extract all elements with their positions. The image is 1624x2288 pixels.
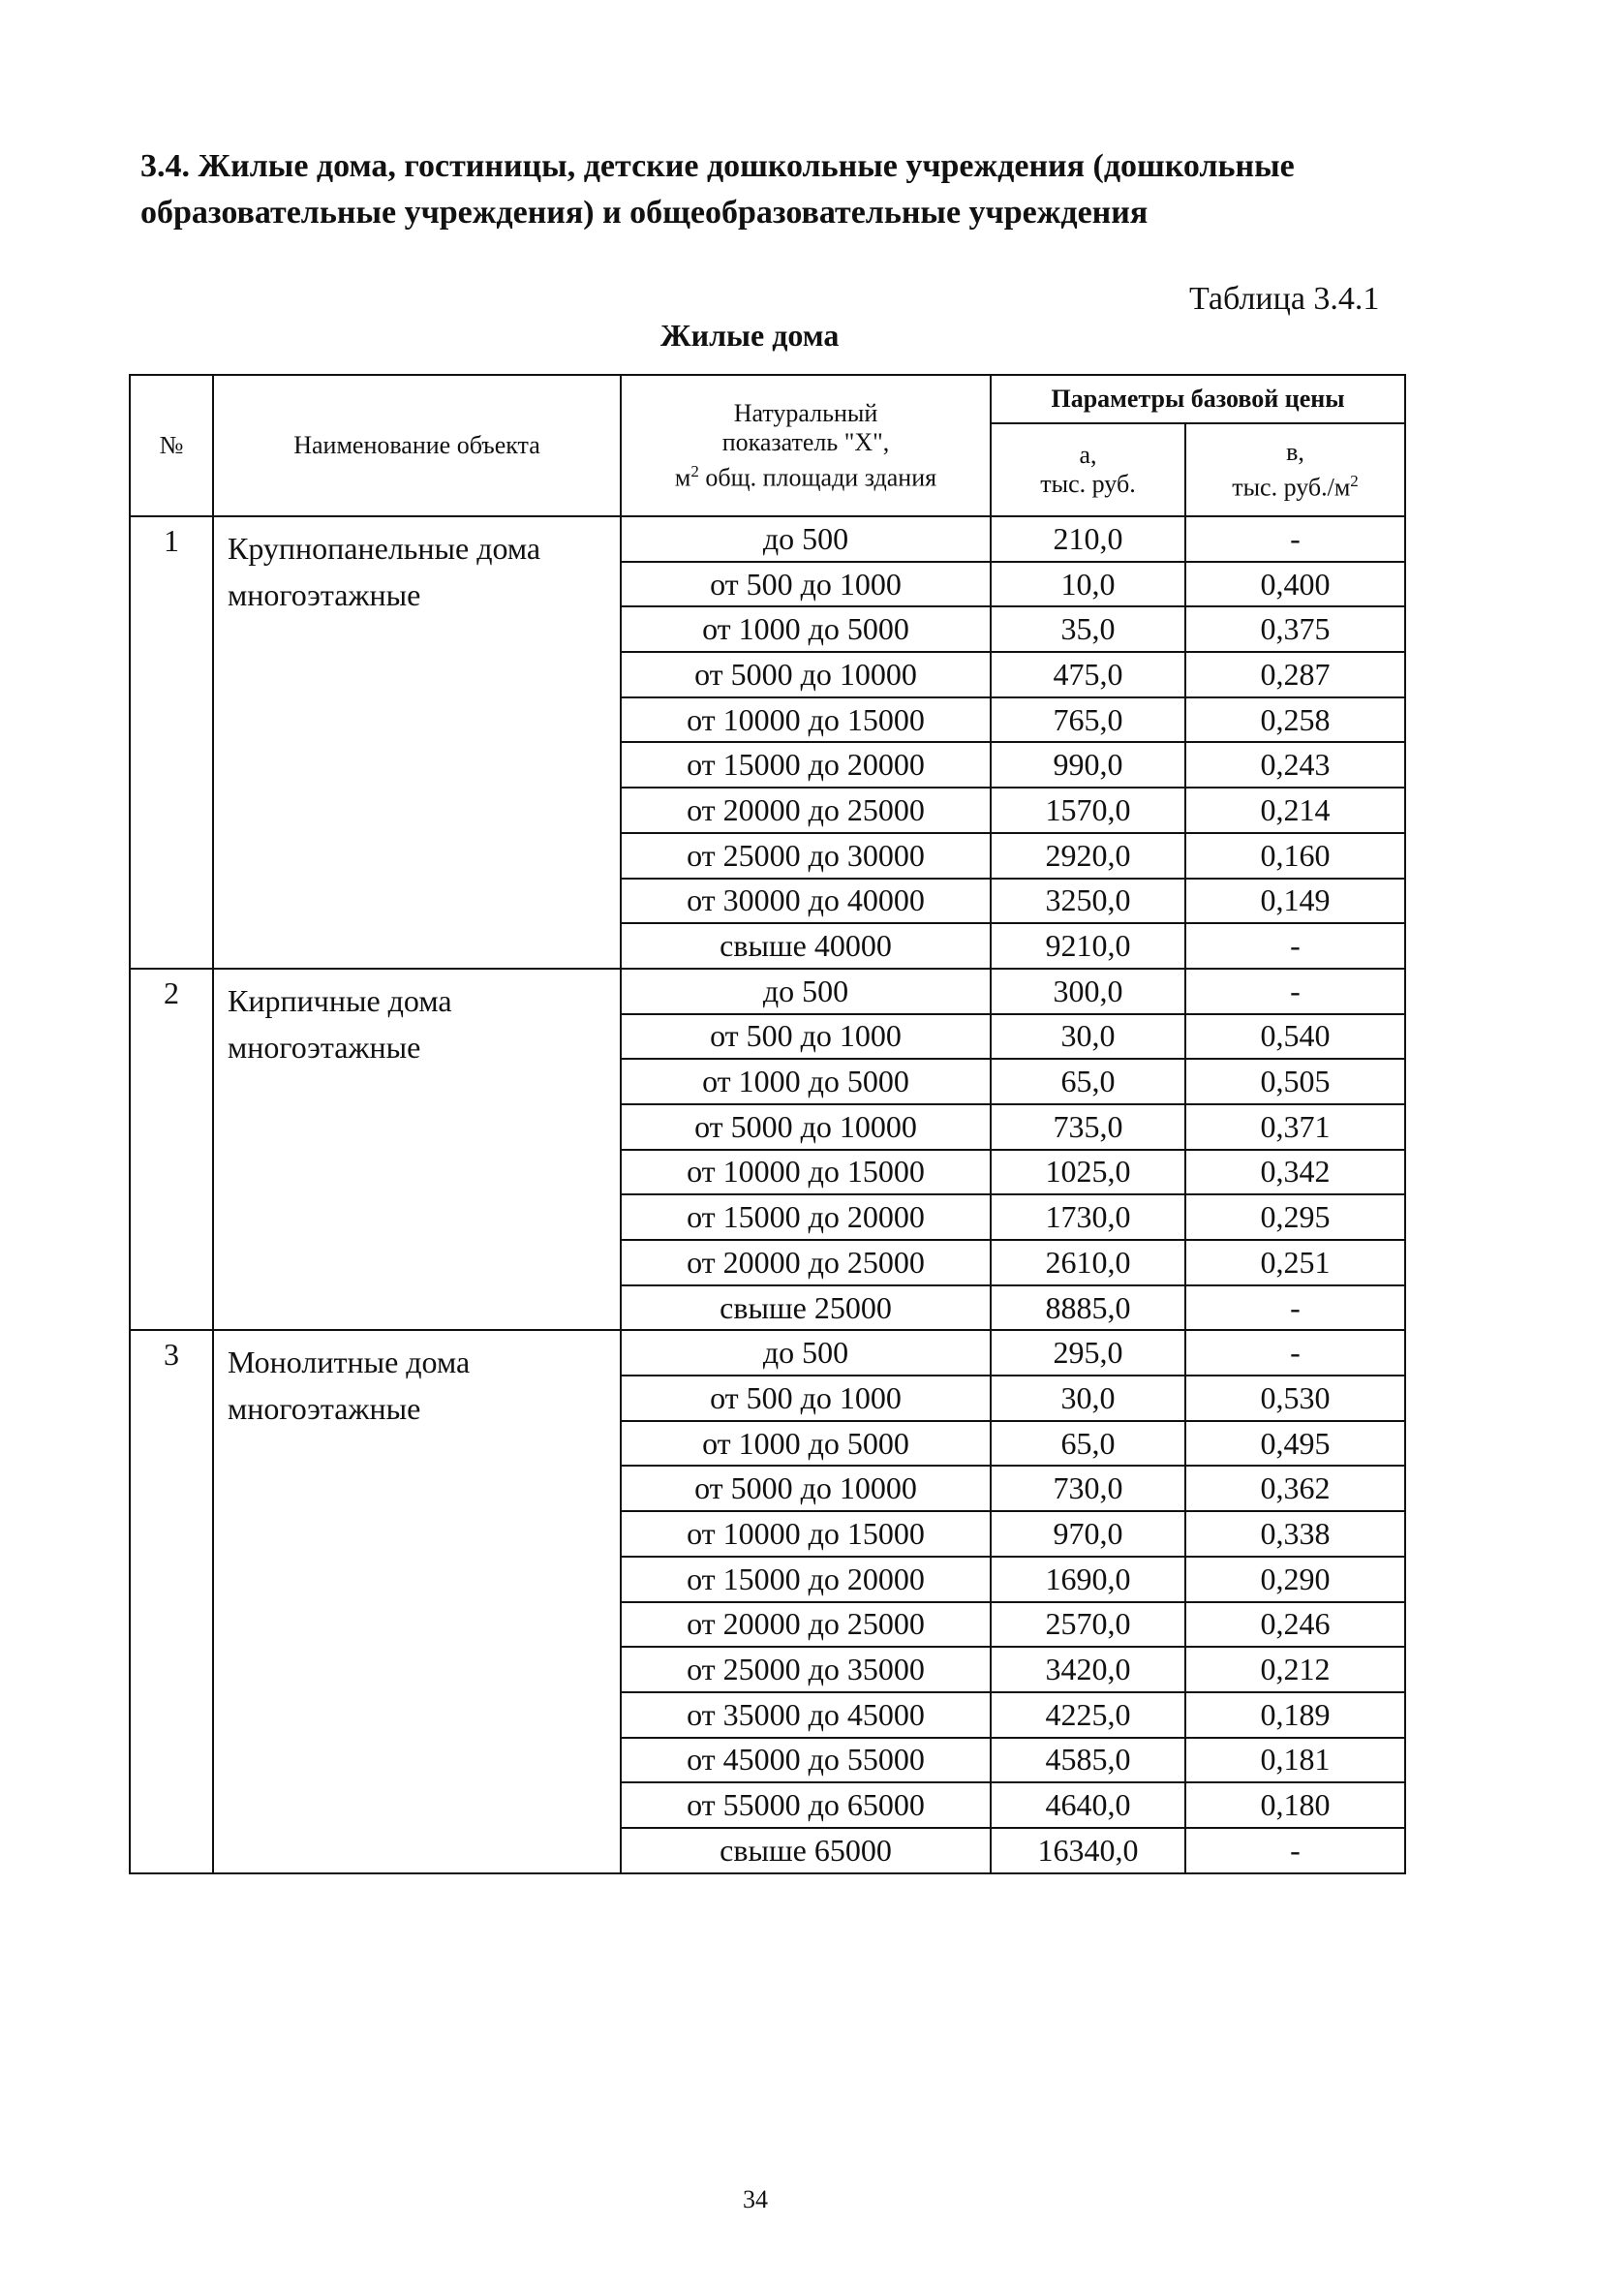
- param-a-cell: 990,0: [991, 742, 1185, 788]
- natural-range-cell: от 30000 до 40000: [621, 879, 991, 924]
- natural-range-cell: от 10000 до 15000: [621, 1150, 991, 1195]
- header-param-b-unit-exp: 2: [1350, 471, 1359, 490]
- param-a-cell: 65,0: [991, 1421, 1185, 1467]
- header-param-b-label: в,: [1286, 437, 1304, 466]
- param-a-cell: 735,0: [991, 1104, 1185, 1150]
- object-number: 3: [130, 1330, 213, 1872]
- param-a-cell: 3250,0: [991, 879, 1185, 924]
- natural-range-cell: от 25000 до 35000: [621, 1647, 991, 1692]
- param-b-cell: 0,338: [1185, 1511, 1405, 1557]
- natural-range-cell: свыше 40000: [621, 923, 991, 969]
- object-number: 2: [130, 969, 213, 1331]
- param-b-cell: 0,530: [1185, 1376, 1405, 1421]
- param-a-cell: 35,0: [991, 606, 1185, 652]
- header-param-b: [1185, 423, 1405, 516]
- param-b-cell: 0,342: [1185, 1150, 1405, 1195]
- header-natural-line2: показатель "X",: [721, 427, 890, 456]
- header-param-a: [991, 423, 1185, 516]
- header-number: №: [130, 375, 213, 516]
- natural-range-cell: от 10000 до 15000: [621, 697, 991, 743]
- natural-range-cell: до 500: [621, 969, 991, 1014]
- param-a-cell: 2920,0: [991, 833, 1185, 879]
- natural-range-cell: от 1000 до 5000: [621, 1059, 991, 1104]
- param-a-cell: 1730,0: [991, 1194, 1185, 1240]
- param-a-cell: 3420,0: [991, 1647, 1185, 1692]
- param-a-cell: 295,0: [991, 1330, 1185, 1376]
- header-param-b-unit: тыс. руб./м: [1232, 473, 1351, 502]
- natural-range-cell: от 5000 до 10000: [621, 652, 991, 697]
- natural-range-cell: от 55000 до 65000: [621, 1782, 991, 1828]
- header-natural-unit-exp: 2: [690, 461, 699, 480]
- param-a-cell: 1570,0: [991, 788, 1185, 833]
- header-param-a-label: а,: [1079, 441, 1097, 469]
- param-b-cell: 0,400: [1185, 562, 1405, 607]
- param-b-cell: -: [1185, 923, 1405, 969]
- param-a-cell: 2570,0: [991, 1602, 1185, 1648]
- param-b-cell: 0,212: [1185, 1647, 1405, 1692]
- natural-range-cell: от 10000 до 15000: [621, 1511, 991, 1557]
- natural-range-cell: от 45000 до 55000: [621, 1738, 991, 1783]
- section-heading: 3.4. Жилые дома, гостиницы, детские дошкольные учреждения (дошкольные образовательные учреждения) и общеобразовательные учреждения: [140, 148, 1295, 231]
- param-a-cell: 30,0: [991, 1014, 1185, 1060]
- param-a-cell: 2610,0: [991, 1240, 1185, 1285]
- param-a-cell: 65,0: [991, 1059, 1185, 1104]
- natural-range-cell: свыше 65000: [621, 1828, 991, 1873]
- param-a-cell: 970,0: [991, 1511, 1185, 1557]
- param-b-cell: -: [1185, 1330, 1405, 1376]
- param-b-cell: 0,246: [1185, 1602, 1405, 1648]
- natural-range-cell: от 20000 до 25000: [621, 1602, 991, 1648]
- param-b-cell: 0,375: [1185, 606, 1405, 652]
- param-b-cell: 0,371: [1185, 1104, 1405, 1150]
- param-a-cell: 1690,0: [991, 1557, 1185, 1602]
- param-a-cell: 16340,0: [991, 1828, 1185, 1873]
- param-b-cell: 0,287: [1185, 652, 1405, 697]
- natural-range-cell: от 1000 до 5000: [621, 1421, 991, 1467]
- param-b-cell: 0,149: [1185, 879, 1405, 924]
- table-row: [130, 516, 1405, 562]
- param-a-cell: 4225,0: [991, 1692, 1185, 1738]
- param-b-cell: 0,181: [1185, 1738, 1405, 1783]
- header-base-price-params: Параметры базовой цены: [991, 375, 1405, 423]
- header-natural-indicator: [621, 375, 991, 516]
- param-b-cell: 0,189: [1185, 1692, 1405, 1738]
- natural-range-cell: до 500: [621, 1330, 991, 1376]
- param-b-cell: -: [1185, 516, 1405, 562]
- natural-range-cell: от 15000 до 20000: [621, 1557, 991, 1602]
- param-a-cell: 300,0: [991, 969, 1185, 1014]
- natural-range-cell: от 35000 до 45000: [621, 1692, 991, 1738]
- natural-range-cell: от 15000 до 20000: [621, 742, 991, 788]
- param-b-cell: 0,495: [1185, 1421, 1405, 1467]
- natural-range-cell: до 500: [621, 516, 991, 562]
- param-a-cell: 1025,0: [991, 1150, 1185, 1195]
- header-natural-line3: общ. площади здания: [698, 463, 937, 492]
- param-a-cell: 9210,0: [991, 923, 1185, 969]
- object-name: Монолитные дома многоэтажные: [213, 1330, 621, 1872]
- header-param-a-unit: тыс. руб.: [1040, 470, 1136, 498]
- param-b-cell: -: [1185, 1285, 1405, 1331]
- param-b-cell: 0,214: [1185, 788, 1405, 833]
- param-b-cell: 0,180: [1185, 1782, 1405, 1828]
- param-b-cell: 0,290: [1185, 1557, 1405, 1602]
- natural-range-cell: от 20000 до 25000: [621, 1240, 991, 1285]
- object-name: Кирпичные дома многоэтажные: [213, 969, 621, 1331]
- object-number: 1: [130, 516, 213, 969]
- page-number: 34: [743, 2185, 768, 2213]
- param-a-cell: 730,0: [991, 1466, 1185, 1511]
- param-a-cell: 4640,0: [991, 1782, 1185, 1828]
- table-row: [130, 969, 1405, 1014]
- table-row: [130, 1330, 1405, 1376]
- param-b-cell: 0,295: [1185, 1194, 1405, 1240]
- natural-range-cell: от 500 до 1000: [621, 1014, 991, 1060]
- param-b-cell: 0,540: [1185, 1014, 1405, 1060]
- header-natural-line1: Натуральный: [733, 398, 878, 427]
- param-b-cell: -: [1185, 969, 1405, 1014]
- price-table: [129, 374, 1406, 1874]
- natural-range-cell: от 15000 до 20000: [621, 1194, 991, 1240]
- natural-range-cell: от 5000 до 10000: [621, 1466, 991, 1511]
- param-b-cell: 0,505: [1185, 1059, 1405, 1104]
- natural-range-cell: от 25000 до 30000: [621, 833, 991, 879]
- param-a-cell: 8885,0: [991, 1285, 1185, 1331]
- param-b-cell: 0,362: [1185, 1466, 1405, 1511]
- param-b-cell: 0,160: [1185, 833, 1405, 879]
- natural-range-cell: от 500 до 1000: [621, 562, 991, 607]
- param-a-cell: 30,0: [991, 1376, 1185, 1421]
- param-a-cell: 475,0: [991, 652, 1185, 697]
- param-b-cell: 0,258: [1185, 697, 1405, 743]
- param-b-cell: 0,243: [1185, 742, 1405, 788]
- natural-range-cell: от 500 до 1000: [621, 1376, 991, 1421]
- natural-range-cell: от 20000 до 25000: [621, 788, 991, 833]
- object-name: Крупнопанельные дома многоэтажные: [213, 516, 621, 969]
- param-a-cell: 210,0: [991, 516, 1185, 562]
- header-natural-unit: м: [674, 463, 691, 492]
- natural-range-cell: свыше 25000: [621, 1285, 991, 1331]
- table-title: Жилые дома: [660, 318, 840, 353]
- header-object-name: Наименование объекта: [213, 375, 621, 516]
- table-body: [130, 516, 1405, 1873]
- param-a-cell: 765,0: [991, 697, 1185, 743]
- table-number: Таблица 3.4.1: [1189, 281, 1380, 317]
- param-b-cell: 0,251: [1185, 1240, 1405, 1285]
- natural-range-cell: от 5000 до 10000: [621, 1104, 991, 1150]
- natural-range-cell: от 1000 до 5000: [621, 606, 991, 652]
- param-a-cell: 4585,0: [991, 1738, 1185, 1783]
- param-b-cell: -: [1185, 1828, 1405, 1873]
- param-a-cell: 10,0: [991, 562, 1185, 607]
